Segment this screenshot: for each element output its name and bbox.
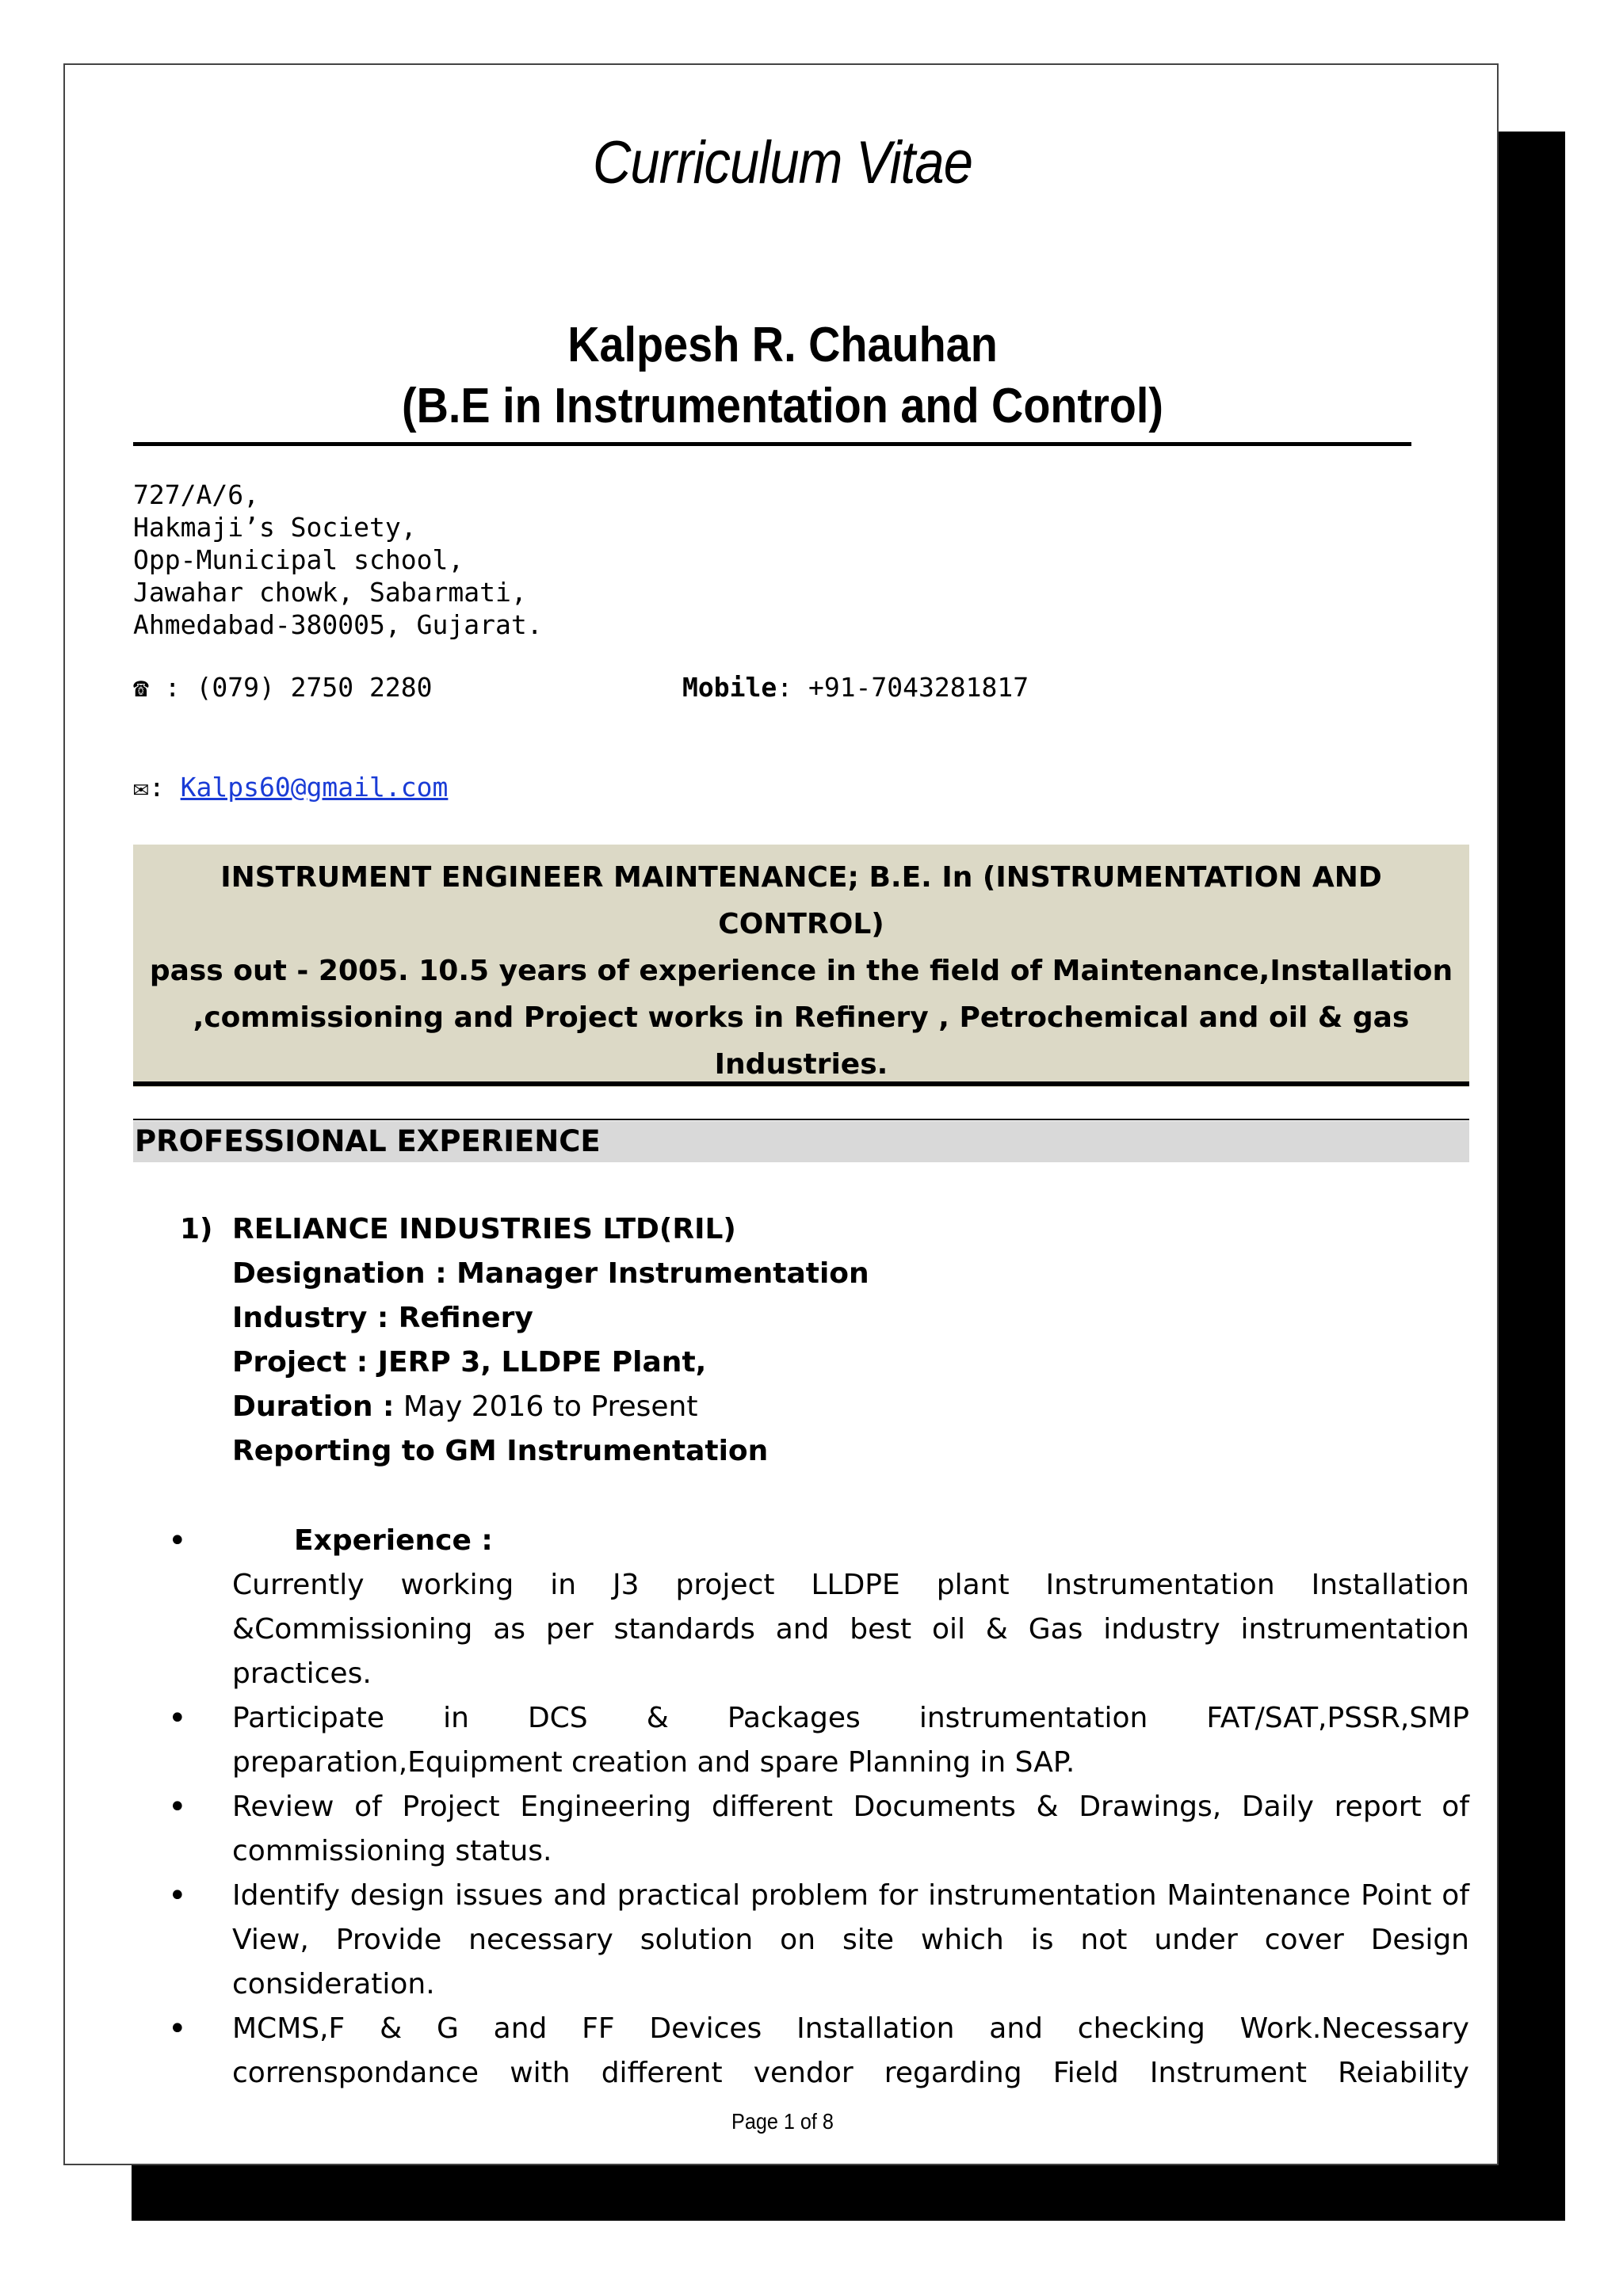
list-item	[168, 1874, 1469, 2007]
list-item	[168, 1785, 1469, 1874]
address-line: Hakmaji’s Society,	[133, 512, 417, 543]
bullet-dot: •	[168, 1700, 187, 1737]
duration-label: Duration :	[232, 1390, 395, 1423]
address-line: Jawahar chowk, Sabarmati,	[133, 577, 527, 608]
address-line: 727/A/6,	[133, 479, 259, 510]
company-duration	[232, 1385, 1025, 1429]
bullet-text: Review of Project Engineering different Documents & Drawings, Daily report of commissioning status.	[232, 1791, 1469, 1867]
page-shadow-right	[1499, 132, 1565, 2221]
experience-bullet-list	[168, 1519, 1469, 2096]
company-designation: Designation : Manager Instrumentation	[232, 1257, 869, 1290]
phone-icon: ☎	[133, 672, 149, 703]
email-line	[133, 771, 448, 803]
summary-line: CONTROL)	[718, 908, 884, 940]
mail-icon: ✉	[133, 772, 149, 803]
phone-number: : (079) 2750 2280	[148, 672, 433, 703]
page-shadow-bottom	[132, 2165, 1565, 2221]
mobile-line	[682, 671, 1029, 704]
bullet-dot: •	[168, 2011, 187, 2047]
candidate-name: Kalpesh R. Chauhan	[567, 318, 998, 372]
profile-summary-box	[133, 845, 1469, 1087]
summary-divider	[133, 1081, 1469, 1086]
header-divider	[133, 442, 1411, 446]
summary-line: INSTRUMENT ENGINEER MAINTENANCE; B.E. In (INSTRUMENTATION AND	[220, 861, 1382, 894]
mobile-number: : +91-7043281817	[777, 672, 1029, 703]
document-page	[63, 63, 1499, 2165]
duration-value: May 2016 to Present	[394, 1390, 698, 1423]
bullet-dot: •	[168, 1523, 187, 1559]
company-reporting: Reporting to GM Instrumentation	[232, 1435, 769, 1467]
candidate-qualification: (B.E in Instrumentation and Control)	[402, 379, 1163, 433]
summary-line: ,commissioning and Project works in Refinery , Petrochemical and oil & gas	[193, 1001, 1410, 1034]
bullet-dot: •	[168, 1878, 187, 1914]
address-line: Opp-Municipal school,	[133, 544, 464, 575]
bullet-text: MCMS,F & G and FF Devices Installation and checking Work.Necessary correnspondance with different vendor regarding Field Instrument Reiability	[232, 2012, 1469, 2089]
bullet-dot: •	[168, 1789, 187, 1825]
company-industry: Industry : Refinery	[232, 1302, 533, 1334]
bullet-text: Participate in DCS & Packages instrumentation FAT/SAT,PSSR,SMP preparation,Equipment creation and spare Planning in SAP.	[232, 1702, 1469, 1779]
summary-line: pass out - 2005. 10.5 years of experience in the field of Maintenance,Installation	[149, 955, 1453, 987]
bullet-text: Currently working in J3 project LLDPE plant Instrumentation Installation &Commissioning as per standards and best oil & Gas industry instrumentation practices.	[232, 1569, 1469, 1690]
list-item	[168, 1696, 1469, 1785]
company-number: 1)	[180, 1213, 213, 1245]
list-item	[168, 1519, 1469, 1696]
list-item	[168, 2007, 1469, 2096]
section-top-rule	[133, 1119, 1469, 1120]
summary-line: Industries.	[714, 1048, 888, 1081]
experience-label: Experience :	[294, 1524, 493, 1557]
page-number-footer: Page 1 of 8	[731, 2109, 834, 2134]
bullet-text: Identify design issues and practical problem for instrumentation Maintenance Point of View, Provide necessary solution on site which is not under cover Design consideration.	[232, 1879, 1469, 2000]
address-block	[133, 479, 543, 641]
section-title-professional-experience: PROFESSIONAL EXPERIENCE	[133, 1121, 1469, 1162]
document-title: Curriculum Vitae	[592, 129, 973, 196]
company-name: RELIANCE INDUSTRIES LTD(RIL)	[232, 1213, 736, 1245]
phone-line	[133, 671, 433, 704]
email-separator: :	[148, 772, 181, 803]
company-project: Project : JERP 3, LLDPE Plant,	[232, 1346, 707, 1379]
mobile-label: Mobile	[682, 672, 777, 703]
email-link[interactable]: Kalps60@gmail.com	[180, 772, 449, 803]
address-line: Ahmedabad-380005, Gujarat.	[133, 609, 543, 640]
